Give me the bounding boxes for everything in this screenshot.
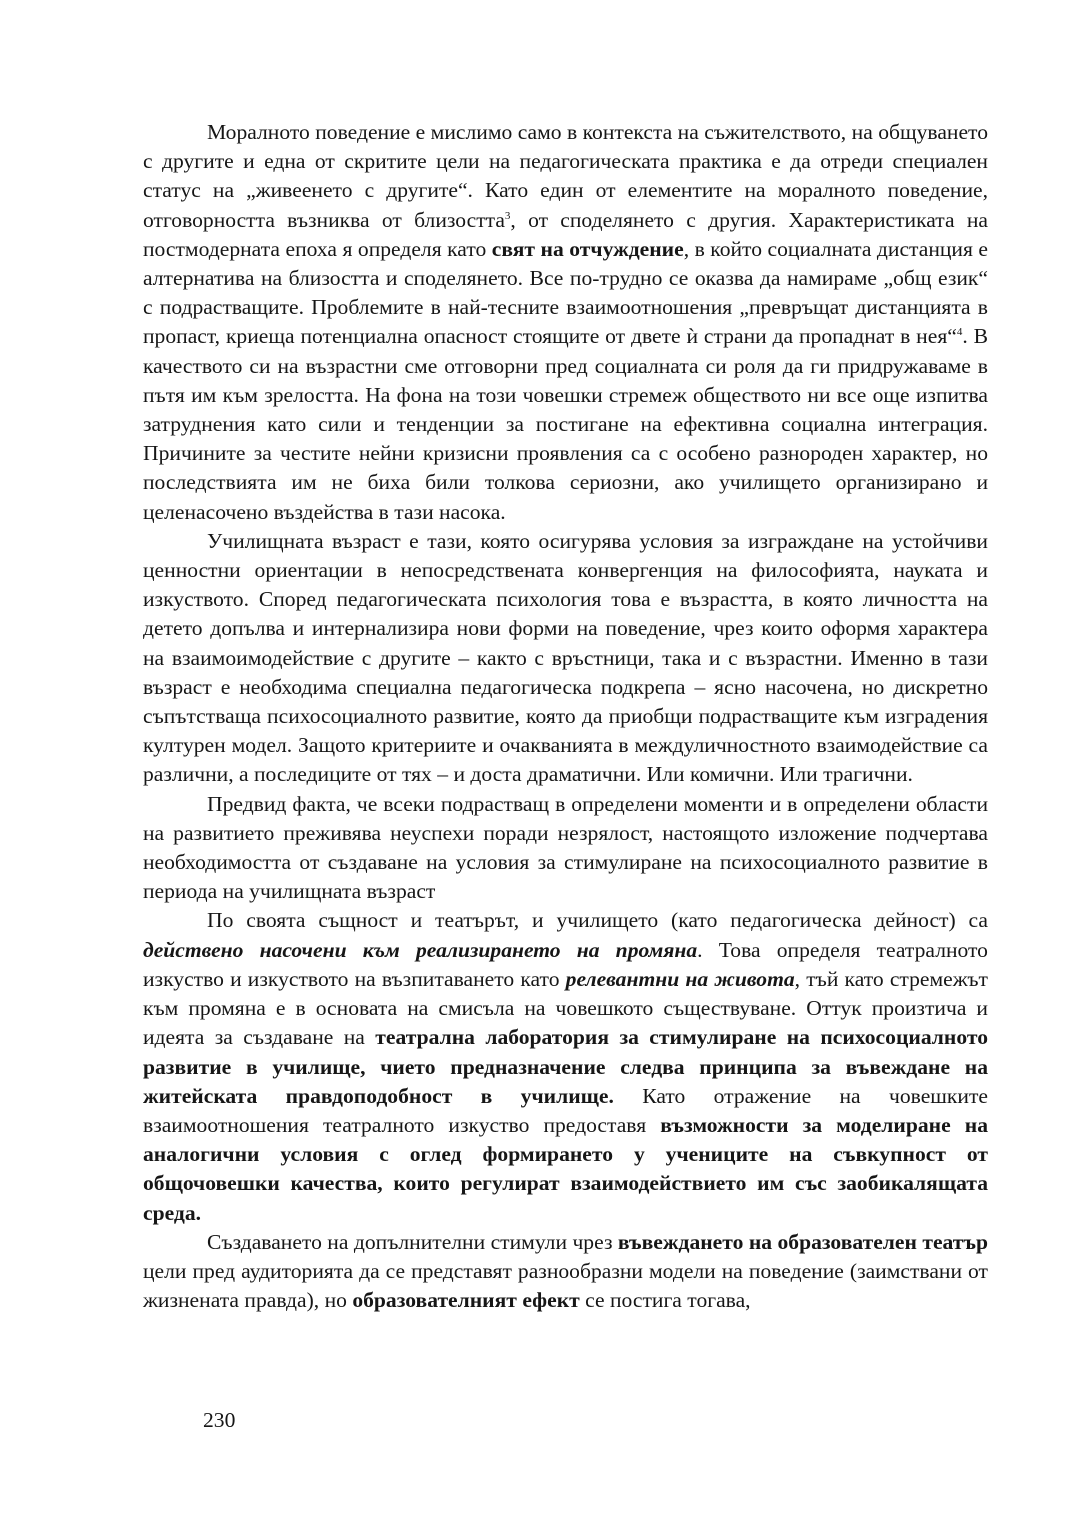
text-run: По своята същност и театърът, и училището (като педагогическа дейност) са [207,908,988,933]
text-run: , от споделянето с другия. Характеристиката на постмодерната епоха я определя като [143,207,988,261]
footnote-marker: 3 [504,209,511,222]
bold-emphasis: театрална лаборатория за стимулиране на психосоциалното развитие в училище, чието предназначение следва принципа за въвеждане на житейската правдоподобност в училище. [143,1025,988,1108]
bold-italic-emphasis [566,967,795,991]
bold-emphasis: въвеждането на образователен театър [617,1229,988,1254]
text-run: , тъй като стремежът към промяна е в основата на смисъла на човешкото съществуване. Оттук произтича и идеята за създаване на [143,966,988,1050]
text-run: Моралното поведение е мислимо само в контекста на съжителството, на общуването с другите и една от скритите цели на педагогическата практика е да отреди специален статус на „живеенето с другите“. Като един от елементите на моралното поведение, отговорността възниква от близостта [143,120,988,232]
bold-emphasis: свят на отчуждение [491,236,684,261]
paragraph-3 [143,790,988,907]
paragraph-5 [143,1228,988,1316]
italic-text: действено насочени към реализирането на промяна [143,937,698,962]
text-run: . В качеството си на възрастни сме отговорни пред социалната си роля да ги придружаваме в пътя им към зрелостта. На фона на този човешки стремеж обществото ни все още изпитва затруднения като сили и тенденции за постигане на ефективна социална интеграция. Причините за честите нейни кризисни проявления са с особено разнороден характер, но последствията им не биха били толкова сериозни, ако училището организирано и целенасочено въздейства в тази насока. [143,324,989,524]
text-run: цели пред аудиторията да се представят разнообразни модели на поведение (заимствани от жизнената правда), но [143,1258,988,1313]
bold-emphasis: образователният ефект [352,1288,580,1313]
paragraph-4 [143,906,988,1227]
page-number: 230 [203,1408,236,1432]
footnote-marker: 4 [956,326,963,339]
text-run: Предвид факта, че всеки подрастващ в определени моменти и в определени области на развитието преживява неуспехи поради незрялост, настоящото изложение подчертава необходимостта от създаване на условия за стимулиране на психосоциалното развитие в периода на училищната възраст [143,791,988,904]
italic-text: релевантни на живота [565,966,795,991]
paragraph-2 [143,527,988,790]
bold-italic-emphasis [143,938,697,962]
text-run: Училищната възраст е тази, която осигурява условия за изграждане на устойчиви ценностни ориентации в непосредствената конвергенция на философията, науката и изкуството. Според педагогическата психология това е възрастта, в която личността на детето допълва и интернализира нови форми на поведение, чрез които оформя характера на взаимоимодействие с другите – както с връстници, така и с възрастни. Именно в тази възраст е необходима специална педагогическа подкрепа – ясно насочена, но дискретно съпътстваща психосоциалното развитие, която да приобщи подрастващите към изградения културен модел. Защото критериите и очакванията в междуличностното взаимодействие са различни, а последиците от тях – и доста драматични. Или комични. Или трагични. [143,528,988,787]
text-run: се постига тогава, [579,1288,751,1313]
page-body [143,118,988,1315]
text-run: , в който социалната дистанция е алтернатива на близостта и споделянето. Все по-трудно се оказва да намираме „общ език“ с подрастващите. Проблемите в най-тесните взаимоотношения „превръщат дистанцията в пропаст, криеща потенциална опасност стоящите от двете ѝ страни да пропаднат в нея“ [143,236,989,349]
paragraph-1 [143,118,988,527]
text-run: . Това определя театралното изкуство и изкуството на възпитаването като [143,937,988,991]
bold-emphasis: възможности за моделиране на аналогични условия с оглед формирането у учениците на съвкупност от общочовешки качества, които регулират взаимодействието им със заобикалящата среда. [143,1112,988,1225]
text-run: Като отражение на човешките взаимоотношения театралното изкуство предоставя [143,1083,988,1137]
text-run: Създаването на допълнителни стимули чрез [207,1229,618,1254]
